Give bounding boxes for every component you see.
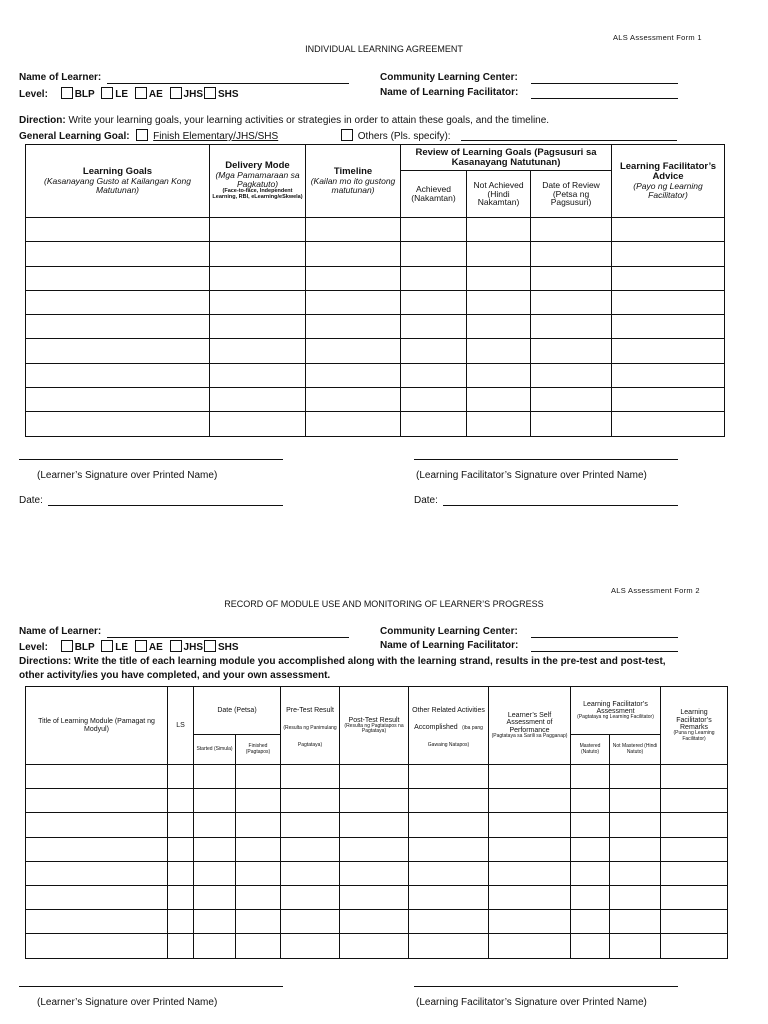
form1-facilitator-label: Name of Learning Facilitator: (380, 87, 519, 98)
form1-clc-label: Community Learning Center: (380, 72, 518, 83)
form1-table-cell[interactable] (467, 242, 531, 266)
form2-table-cell[interactable] (26, 789, 168, 813)
form2-learner-signature-caption: (Learner’s Signature over Printed Name) (37, 997, 218, 1008)
form2-table-row (26, 813, 728, 837)
form2-level-blp: BLP (74, 642, 95, 653)
form1-table-cell[interactable] (26, 315, 210, 339)
col-advice-header (612, 145, 725, 218)
form1-direction-label: Direction: (19, 115, 66, 126)
form1-table-cell[interactable] (401, 388, 467, 412)
form1-level-shs: SHS (218, 89, 239, 100)
form2-table-cell[interactable] (489, 910, 571, 934)
form2-level-jhs: JHS (183, 642, 203, 653)
form1-table-cell[interactable] (306, 266, 401, 290)
col-delivery-mode-note: (Face-to-face, Independent Learning, RBI, eLearning/eSkwela) (212, 188, 303, 200)
form2-table-cell[interactable] (409, 837, 489, 861)
form1-table-cell[interactable] (612, 242, 725, 266)
form1-learning-goals-table (25, 144, 725, 437)
col-timeline-subtitle: (Kailan mo ito gustong matutunan) (310, 176, 396, 195)
form1-level-ae: AE (148, 89, 163, 100)
form2-table-cell[interactable] (610, 885, 661, 909)
form1-facilitator-date-label: Date: (414, 495, 438, 506)
col-not-mastered-header: Not Mastered (Hindi Natuto) (610, 735, 661, 765)
form2-table-cell[interactable] (489, 765, 571, 789)
form1-clc-field[interactable] (531, 83, 678, 84)
form2-table-cell[interactable] (661, 910, 728, 934)
form2-table-cell[interactable] (281, 837, 340, 861)
form1-level-jhs: JHS (183, 89, 203, 100)
form1-table-cell[interactable] (401, 242, 467, 266)
col-facilitator-assessment-subtitle: (Pagtataya ng Learning Facilitator) (577, 714, 654, 721)
form2-table-cell[interactable] (661, 765, 728, 789)
col-delivery-mode-title: Delivery Mode (225, 160, 290, 172)
form2-table-cell[interactable] (236, 813, 281, 837)
form1-name-label: Name of Learner: (19, 72, 102, 83)
form1-table-cell[interactable] (306, 412, 401, 436)
form2-table-row (26, 910, 728, 934)
col-date-header (194, 687, 281, 735)
form1-table-cell[interactable] (210, 388, 306, 412)
col-remarks-title: Learning Facilitator’s Remarks (676, 709, 712, 731)
form2-table-cell[interactable] (26, 765, 168, 789)
form2-table-cell[interactable] (236, 789, 281, 813)
col-started-header: Started (Simula) (194, 735, 236, 765)
form2-facilitator-signature-caption: (Learning Facilitator’s Signature over Printed Name) (416, 997, 647, 1008)
col-self-assessment-header (489, 687, 571, 765)
col-advice-subtitle: (Payo ng Learning Facilitator) (633, 181, 703, 200)
form1-table-cell[interactable] (531, 218, 612, 242)
col-facilitator-assessment-header (571, 687, 661, 735)
form2-table-cell[interactable] (194, 910, 236, 934)
form2-facilitator-signature-line[interactable] (414, 986, 678, 987)
form2-table-cell[interactable] (168, 910, 194, 934)
form1-level-le: LE (115, 89, 129, 100)
form2-table-cell[interactable] (281, 789, 340, 813)
form1-table-row (26, 266, 725, 290)
form2-table-cell[interactable] (281, 861, 340, 885)
form2-table-cell[interactable] (340, 789, 409, 813)
form2-table-cell[interactable] (236, 910, 281, 934)
form2-table-cell[interactable] (340, 934, 409, 958)
form1-table-cell[interactable] (306, 339, 401, 363)
form2-table-cell[interactable] (571, 861, 610, 885)
col-remarks-subtitle: (Puna ng Learning Facilitator) (673, 730, 715, 742)
form1-goal-row (19, 129, 278, 142)
form2-table-cell[interactable] (168, 813, 194, 837)
form2-table-cell[interactable] (281, 934, 340, 958)
col-date-of-review-header: Date of Review (Petsa ng Pagsusuri) (531, 171, 612, 218)
form2-table-cell[interactable] (409, 934, 489, 958)
form1-table-cell[interactable] (306, 388, 401, 412)
form2-table-cell[interactable] (168, 837, 194, 861)
col-advice-title: Learning Facilitator’s Advice (619, 161, 717, 183)
col-finished-header: Finished (Pagtapos) (236, 735, 281, 765)
form1-table-cell[interactable] (401, 412, 467, 436)
form2-table-cell[interactable] (194, 934, 236, 958)
form1-goal-other (337, 129, 451, 142)
form2-table-cell[interactable] (489, 861, 571, 885)
form1-table-cell[interactable] (26, 412, 210, 436)
form2-table-cell[interactable] (571, 885, 610, 909)
form2-table-cell[interactable] (26, 910, 168, 934)
form2-level-checkbox-jhs[interactable] (170, 640, 182, 652)
form2-table-cell[interactable] (610, 934, 661, 958)
form1-table-row (26, 363, 725, 387)
form2-table-cell[interactable] (489, 837, 571, 861)
form2-table-cell[interactable] (168, 934, 194, 958)
form2-table-cell[interactable] (168, 789, 194, 813)
form1-table-cell[interactable] (26, 388, 210, 412)
form2-table-cell[interactable] (610, 837, 661, 861)
col-posttest-subtitle: (Resulta ng Pagtatapos na Pagtataya) (344, 722, 404, 735)
form1-learner-signature-caption: (Learner’s Signature over Printed Name) (37, 470, 218, 481)
form1-goal-label: General Learning Goal: (19, 131, 130, 142)
form1-level-checkbox-blp[interactable] (61, 87, 73, 99)
form2-level-checkbox-blp[interactable] (61, 640, 73, 652)
form2-level-checkbox-ae[interactable] (135, 640, 147, 652)
form2-table-cell[interactable] (571, 789, 610, 813)
form1-table-cell[interactable] (306, 242, 401, 266)
form2-table-row (26, 934, 728, 958)
form1-table-cell[interactable] (26, 339, 210, 363)
form1-table-cell[interactable] (612, 363, 725, 387)
form2-table-cell[interactable] (26, 885, 168, 909)
form2-table-cell[interactable] (610, 813, 661, 837)
form1-table-cell[interactable] (612, 266, 725, 290)
form1-table-cell[interactable] (612, 315, 725, 339)
form1-table-cell[interactable] (210, 266, 306, 290)
col-ls-text: LS (176, 721, 185, 729)
col-other-activities-title: Other Related Activities Accomplished (412, 707, 485, 732)
form2-table-cell[interactable] (26, 934, 168, 958)
form1-table-cell[interactable] (26, 290, 210, 314)
form2-title: RECORD OF MODULE USE AND MONITORING OF LEARNER’S PROGRESS (224, 599, 544, 609)
form1-learner-date-field[interactable] (48, 505, 283, 506)
form2-table-cell[interactable] (236, 837, 281, 861)
form1-level-label: Level: (19, 89, 48, 100)
form1-level-row (19, 87, 239, 100)
form1-table-cell[interactable] (531, 242, 612, 266)
form2-level-shs: SHS (218, 642, 239, 653)
form1-table-cell[interactable] (531, 363, 612, 387)
form2-table-cell[interactable] (661, 837, 728, 861)
col-ls-header (168, 687, 194, 765)
form1-table-cell[interactable] (531, 290, 612, 314)
form2-table-cell[interactable] (168, 885, 194, 909)
form2-clc-field[interactable] (531, 637, 678, 638)
form1-table-cell[interactable] (467, 363, 531, 387)
form2-level-checkbox-le[interactable] (101, 640, 113, 652)
form2-table-row (26, 861, 728, 885)
form2-level-checkbox-shs[interactable] (204, 640, 216, 652)
form2-table-cell[interactable] (661, 813, 728, 837)
form2-table-row (26, 837, 728, 861)
form1-table-cell[interactable] (531, 266, 612, 290)
form1-table-cell[interactable] (401, 218, 467, 242)
form2-table-row (26, 885, 728, 909)
form1-table-cell[interactable] (210, 290, 306, 314)
col-learning-goals-header (26, 145, 210, 218)
col-pretest-header (281, 687, 340, 765)
form1-table-cell[interactable] (401, 315, 467, 339)
col-review-title: Review of Learning Goals (Pagsusuri sa Kasanayang Natutunan) (415, 146, 597, 168)
form1-goal-others-field[interactable] (461, 140, 677, 141)
form2-table-row (26, 789, 728, 813)
form2-table-cell[interactable] (489, 789, 571, 813)
form1-table-cell[interactable] (306, 315, 401, 339)
form1-table-cell[interactable] (210, 218, 306, 242)
form2-table-cell[interactable] (409, 765, 489, 789)
form2-name-field[interactable] (107, 637, 349, 638)
form1-table-cell[interactable] (612, 412, 725, 436)
form1-table-cell[interactable] (210, 412, 306, 436)
col-other-activities-header (409, 687, 489, 765)
form1-level-checkbox-le[interactable] (101, 87, 113, 99)
col-delivery-mode-header (210, 145, 306, 218)
col-delivery-mode-subtitle: (Mga Pamamaraan sa Pagkatuto) (215, 170, 300, 190)
form1-table-cell[interactable] (612, 339, 725, 363)
form2-table-cell[interactable] (340, 861, 409, 885)
form2-table-cell[interactable] (281, 885, 340, 909)
form2-table-cell[interactable] (340, 765, 409, 789)
col-timeline-header (306, 145, 401, 218)
form1-level-checkbox-shs[interactable] (204, 87, 216, 99)
form1-table-cell[interactable] (26, 242, 210, 266)
form2-directions-line2: other activity/ies you have completed, and your own assessment. (19, 670, 331, 681)
form2-level-le: LE (115, 642, 129, 653)
form1-table-cell[interactable] (306, 290, 401, 314)
form1-table-cell[interactable] (210, 339, 306, 363)
form2-level-label: Level: (19, 642, 48, 653)
form1-table-cell[interactable] (26, 363, 210, 387)
col-module-title-text: Title of Learning Module (Pamagat ng Modyul) (38, 718, 155, 733)
form1-table-cell[interactable] (26, 218, 210, 242)
form1-direction (19, 115, 549, 126)
form2-table-cell[interactable] (661, 934, 728, 958)
col-other-activities-subtitle: (iba pang Gawaing Natapos) (427, 725, 483, 748)
col-facilitator-assessment-title: Learning Facilitator’s Assessment (583, 700, 648, 715)
form1-table-cell[interactable] (210, 242, 306, 266)
form1-table-cell[interactable] (401, 339, 467, 363)
form2-table-cell[interactable] (571, 765, 610, 789)
form2-directions-line1: Directions: Write the title of each learning module you accomplished along with the learning strand, results in the pre-test and post-test, (19, 656, 666, 667)
form2-table-cell[interactable] (281, 910, 340, 934)
form2-table-cell[interactable] (236, 765, 281, 789)
form2-module-progress-table (25, 686, 728, 959)
form1-table-cell[interactable] (467, 315, 531, 339)
form2-table-cell[interactable] (236, 885, 281, 909)
col-pretest-title: Pre-Test Result (286, 707, 334, 715)
form2-table-cell[interactable] (168, 861, 194, 885)
form2-table-cell[interactable] (571, 813, 610, 837)
form2-table-cell[interactable] (340, 885, 409, 909)
form1-table-cell[interactable] (467, 388, 531, 412)
form2-level-row (19, 640, 239, 653)
form1-table-row (26, 412, 725, 436)
col-date-text: Date (Petsa) (217, 706, 257, 714)
form1-table-row (26, 315, 725, 339)
col-mastered-header: Mastered (Natuto) (571, 735, 610, 765)
form1-table-cell[interactable] (531, 315, 612, 339)
form2-table-cell[interactable] (489, 813, 571, 837)
form2-table-cell[interactable] (489, 934, 571, 958)
form2-table-cell[interactable] (194, 837, 236, 861)
form2-table-cell[interactable] (661, 885, 728, 909)
form1-learner-signature-line[interactable] (19, 459, 283, 460)
form2-facilitator-field[interactable] (531, 651, 678, 652)
form2-table-cell[interactable] (194, 861, 236, 885)
col-self-assessment-title: Learner’s Self Assessment of Performance (506, 711, 553, 734)
form1-level-checkbox-ae[interactable] (135, 87, 147, 99)
form2-table-cell[interactable] (610, 765, 661, 789)
form1-table-row (26, 242, 725, 266)
form1-goal-checkbox-others[interactable] (341, 129, 353, 141)
form1-table-cell[interactable] (612, 388, 725, 412)
form2-table-cell[interactable] (610, 861, 661, 885)
form1-table-row (26, 339, 725, 363)
col-not-achieved-header: Not Achieved (Hindi Nakamtan) (467, 171, 531, 218)
form2-table-row (26, 765, 728, 789)
form1-table-cell[interactable] (306, 218, 401, 242)
form2-table-cell[interactable] (236, 934, 281, 958)
col-posttest-title: Post-Test Result (348, 716, 400, 724)
form2-table-cell[interactable] (409, 885, 489, 909)
col-module-title-header (26, 687, 168, 765)
form1-title: INDIVIDUAL LEARNING AGREEMENT (305, 44, 463, 54)
form2-table-cell[interactable] (571, 934, 610, 958)
form1-table-cell[interactable] (467, 290, 531, 314)
form2-table-cell[interactable] (571, 837, 610, 861)
form1-learner-date-label: Date: (19, 495, 43, 506)
form1-table-cell[interactable] (401, 266, 467, 290)
form2-table-cell[interactable] (489, 885, 571, 909)
form1-form-number: ALS Assessment Form 1 (613, 33, 702, 42)
col-achieved-header: Achieved (Nakamtan) (401, 171, 467, 218)
form2-table-cell[interactable] (571, 910, 610, 934)
form2-table-cell[interactable] (26, 813, 168, 837)
form1-name-field[interactable] (107, 83, 349, 84)
form1-table-row (26, 290, 725, 314)
form2-learner-signature-line[interactable] (19, 986, 283, 987)
form1-table-cell[interactable] (306, 363, 401, 387)
form2-table-cell[interactable] (26, 837, 168, 861)
form1-table-row (26, 388, 725, 412)
form1-facilitator-date-field[interactable] (443, 505, 678, 506)
col-timeline-title: Timeline (333, 166, 373, 178)
col-learning-goals-subtitle: (Kasanayang Gusto at Kailangan Kong Matutunan) (44, 176, 191, 195)
form1-facilitator-signature-line[interactable] (414, 459, 678, 460)
form2-facilitator-label: Name of Learning Facilitator: (380, 640, 519, 651)
col-learning-goals-title: Learning Goals (82, 166, 153, 178)
form1-table-cell[interactable] (531, 388, 612, 412)
form2-table-cell[interactable] (409, 910, 489, 934)
form1-table-cell[interactable] (467, 412, 531, 436)
form1-goal-checkbox-finish[interactable] (136, 129, 148, 141)
form2-table-cell[interactable] (340, 813, 409, 837)
form1-goal-option-others: Others (Pls. specify): (357, 131, 451, 142)
form1-facilitator-field[interactable] (531, 98, 678, 99)
form2-table-cell[interactable] (610, 789, 661, 813)
form2-table-cell[interactable] (236, 861, 281, 885)
form2-table-cell[interactable] (661, 861, 728, 885)
col-remarks-header (661, 687, 728, 765)
col-review-header (401, 145, 612, 171)
form1-facilitator-signature-caption: (Learning Facilitator’s Signature over Printed Name) (416, 470, 647, 481)
form1-table-cell[interactable] (612, 290, 725, 314)
form2-table-cell[interactable] (610, 910, 661, 934)
form2-form-number: ALS Assessment Form 2 (611, 586, 700, 595)
form1-direction-text: Write your learning goals, your learning activities or strategies in order to attain these goals, and the timeline. (68, 115, 550, 126)
form1-table-row (26, 218, 725, 242)
form2-level-ae: AE (148, 642, 163, 653)
col-self-assessment-subtitle: (Pagtataya sa Sarili sa Pagganap) (491, 732, 568, 739)
form2-table-cell[interactable] (409, 789, 489, 813)
form1-table-cell[interactable] (531, 412, 612, 436)
form1-level-checkbox-jhs[interactable] (170, 87, 182, 99)
form2-table-cell[interactable] (168, 765, 194, 789)
form1-table-cell[interactable] (401, 363, 467, 387)
form1-goal-option-finish: Finish Elementary/JHS/SHS (153, 131, 279, 142)
form1-table-cell[interactable] (26, 266, 210, 290)
form1-table-cell[interactable] (467, 339, 531, 363)
form2-name-label: Name of Learner: (19, 626, 102, 637)
form1-table-body (26, 218, 725, 437)
form2-table-cell[interactable] (409, 861, 489, 885)
form1-table-cell[interactable] (210, 363, 306, 387)
col-pretest-subtitle: (Resulta ng Panimulang Pagtataya) (283, 725, 337, 748)
form2-table-cell[interactable] (340, 837, 409, 861)
form1-table-cell[interactable] (401, 290, 467, 314)
form2-clc-label: Community Learning Center: (380, 626, 518, 637)
form1-table-cell[interactable] (210, 315, 306, 339)
form2-table-cell[interactable] (281, 813, 340, 837)
form1-level-blp: BLP (74, 89, 95, 100)
form1-table-cell[interactable] (531, 339, 612, 363)
form2-table-cell[interactable] (281, 765, 340, 789)
form2-table-cell[interactable] (26, 861, 168, 885)
form2-table-cell[interactable] (194, 885, 236, 909)
form2-table-cell[interactable] (340, 910, 409, 934)
form1-table-cell[interactable] (467, 266, 531, 290)
col-posttest-header (340, 687, 409, 765)
form1-table-cell[interactable] (467, 218, 531, 242)
form1-table-cell[interactable] (612, 218, 725, 242)
form2-table-cell[interactable] (194, 765, 236, 789)
form2-table-cell[interactable] (194, 813, 236, 837)
form2-table-cell[interactable] (661, 789, 728, 813)
form2-table-cell[interactable] (194, 789, 236, 813)
form2-table-cell[interactable] (409, 813, 489, 837)
form2-table-body (26, 765, 728, 959)
